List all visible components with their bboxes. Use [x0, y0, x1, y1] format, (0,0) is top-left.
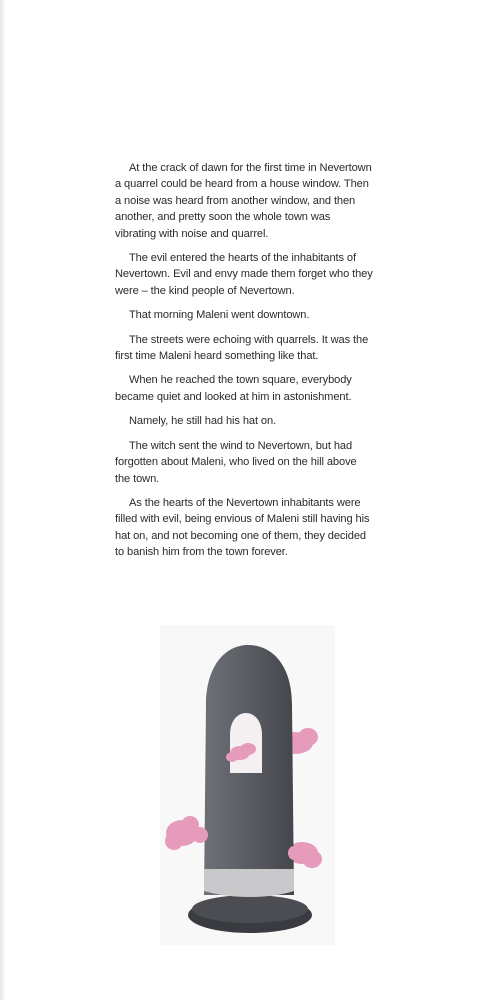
- paragraph-7: The witch sent the wind to Nevertown, but had forgotten about Maleni, who lived on the hill above the town.: [115, 439, 357, 485]
- page-edge: [0, 0, 6, 1000]
- paragraph-4: The streets were echoing with quarrels. It was the first time Maleni heard something like that.: [115, 333, 369, 363]
- paragraph-1: At the crack of dawn for the first time in Nevertown a quarrel could be heard from a house window. Then a noise was heard from another window, and then another, and pretty soon the whole town was vibrating with noise and quarrel.: [115, 162, 372, 240]
- paragraph-5: When he reached the town square, everybody became quiet and looked at him in astonishment.: [115, 374, 352, 403]
- paragraph-3: That morning Maleni went downtown.: [129, 309, 310, 322]
- hat-band: [204, 869, 294, 897]
- paragraph-8: As the hearts of the Nevertown inhabitants were filled with evil, being envious of Maleni still having his hat on, and not becoming one of them, they decided to banish him from the town forever.: [115, 496, 370, 559]
- paragraph-6: Namely, he still had his hat on.: [129, 415, 277, 428]
- tall-hat-tower-icon: [160, 625, 335, 945]
- paragraph-2: The evil entered the hearts of the inhabitants of Nevertown. Evil and envy made them forget who they were – the kind people of Nevertown.: [115, 252, 373, 297]
- arched-window: [230, 713, 262, 773]
- story-text: [115, 160, 373, 569]
